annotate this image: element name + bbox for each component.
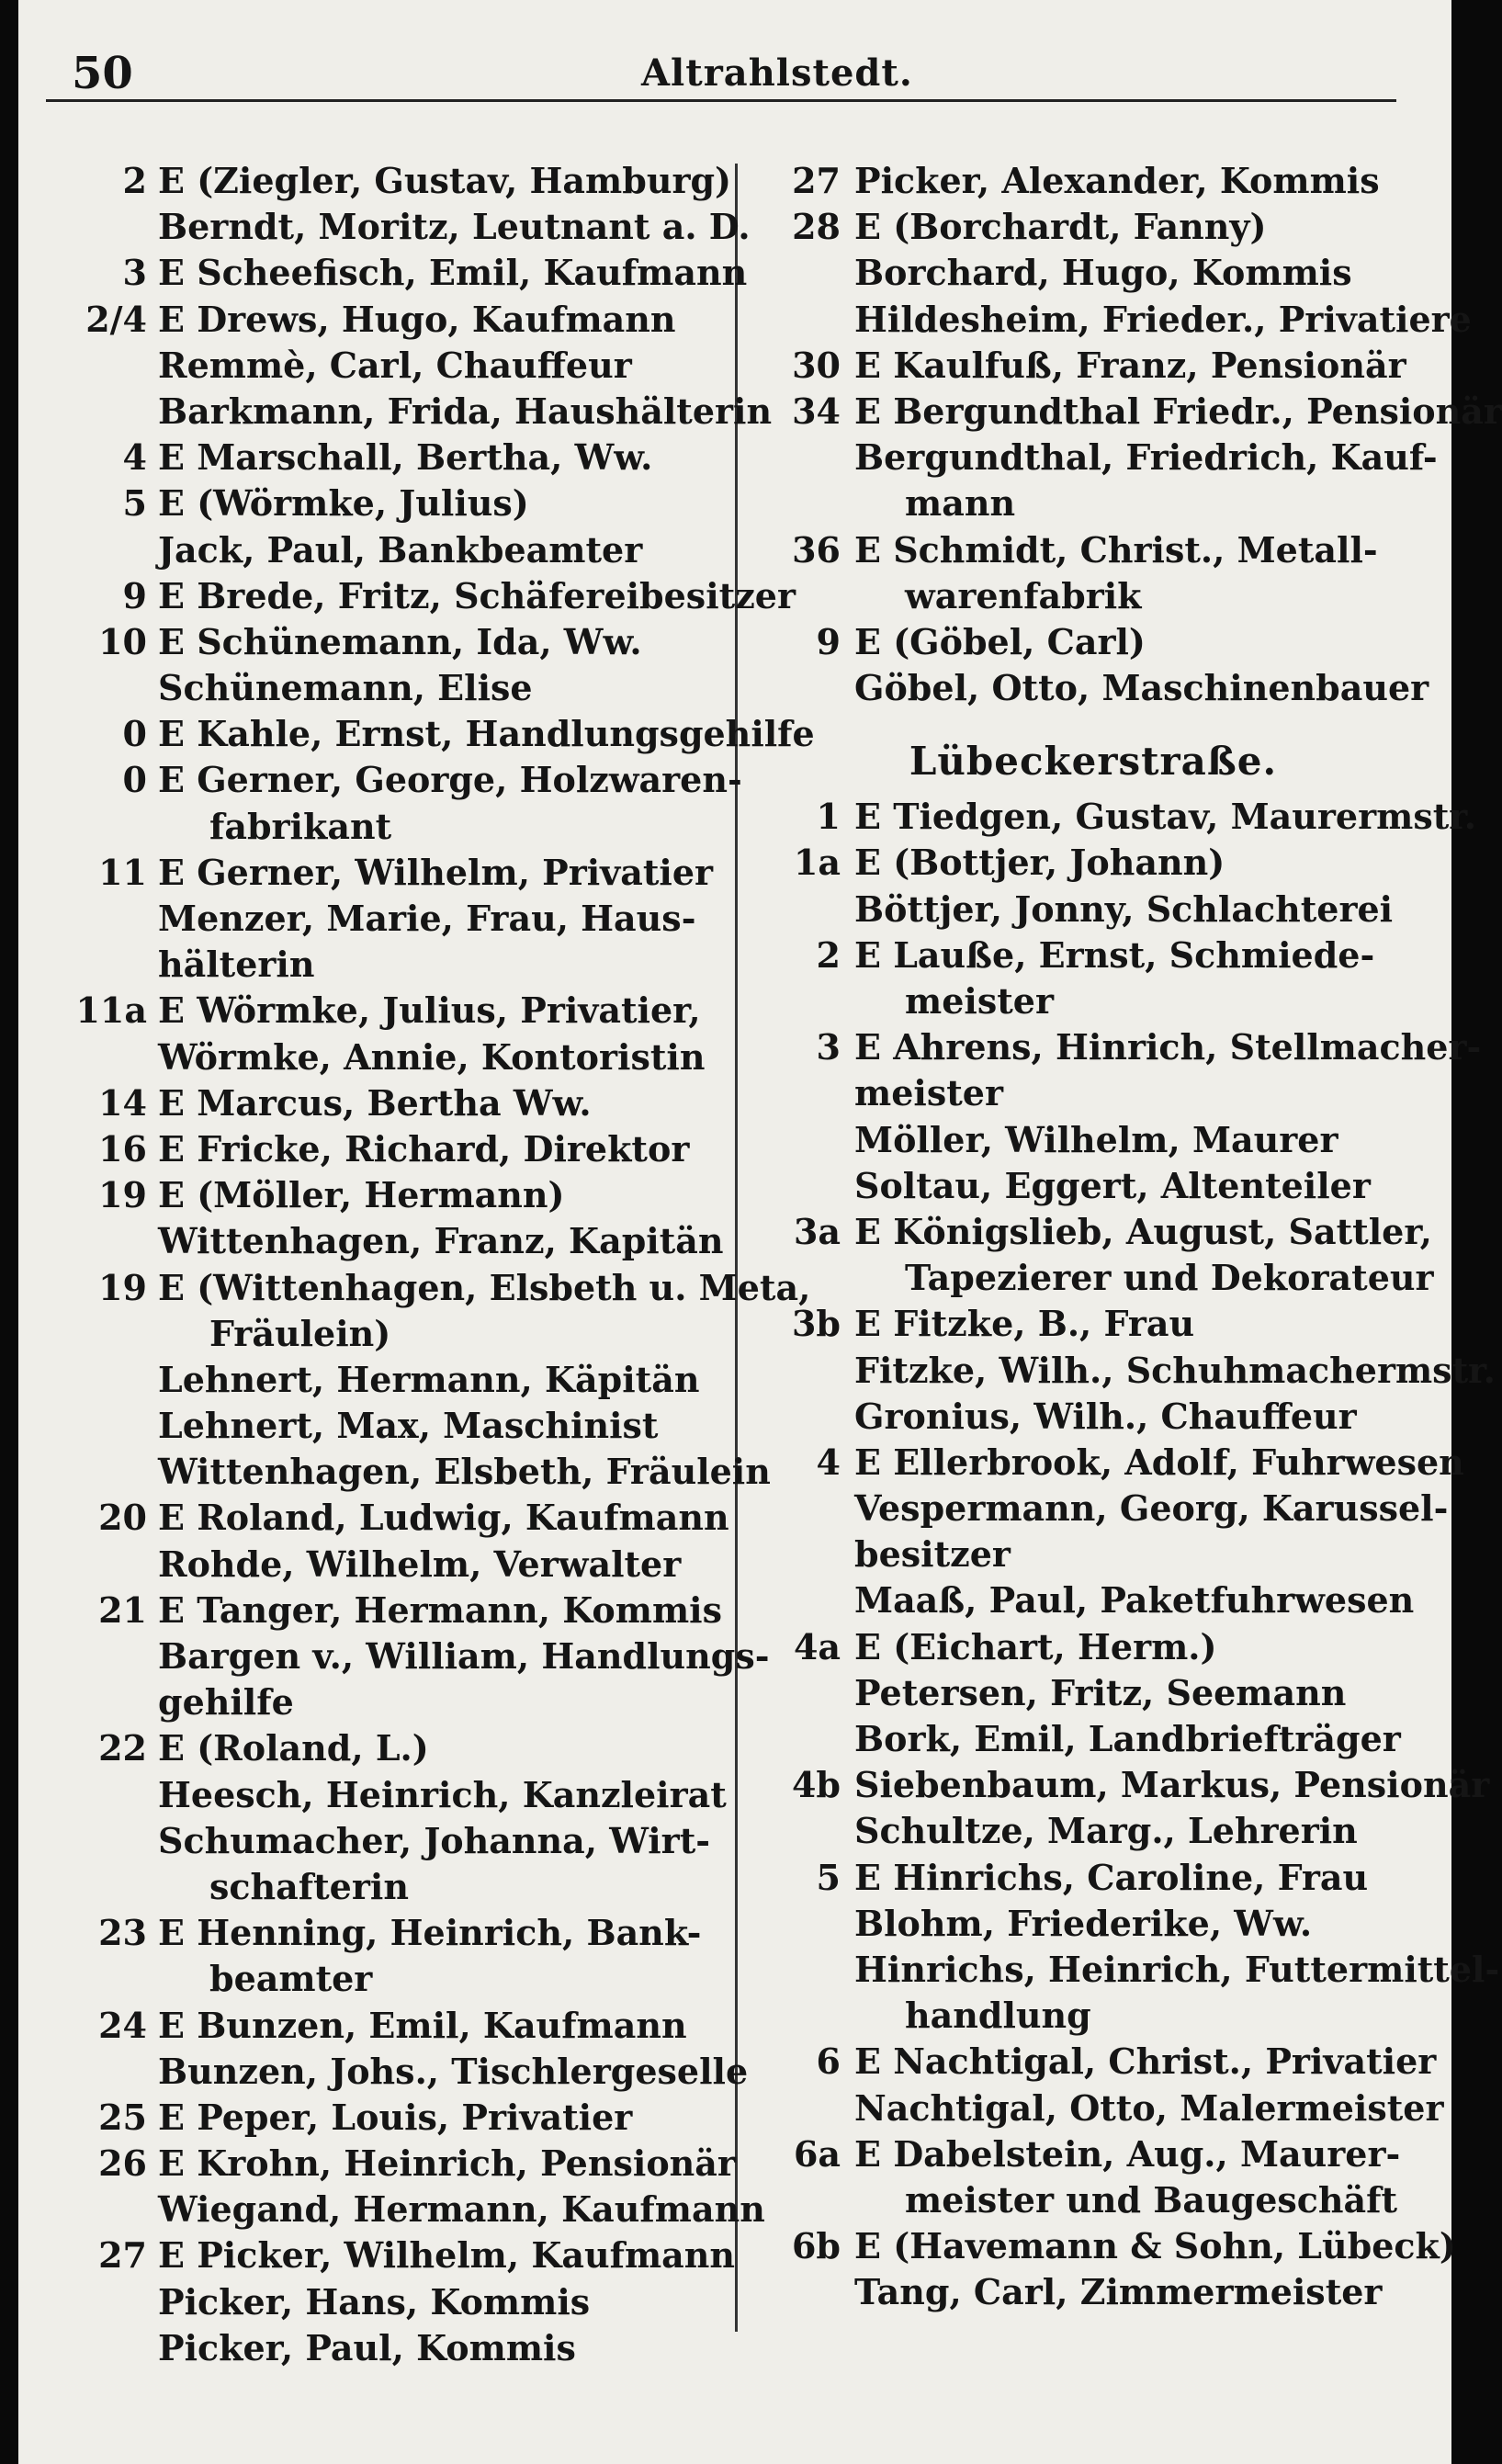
directory-line — [753, 2269, 1433, 2315]
resident-text: Rohde, Wilhelm, Verwalter — [158, 1543, 682, 1585]
house-number: 2 — [816, 933, 841, 976]
house-number: 1a — [793, 842, 841, 884]
resident-text: Böttjer, Jonny, Schlachterei — [854, 887, 1394, 930]
resident-text: Lehnert, Hermann, Käpitän — [158, 1358, 700, 1400]
resident-text: Menzer, Marie, Frau, Haus- — [158, 898, 696, 939]
resident-text: schafterin — [209, 1865, 409, 1907]
house-number: 5 — [816, 1856, 841, 1898]
resident-text: Bargen v., William, Handlungs- — [158, 1635, 770, 1677]
directory-line — [46, 665, 717, 711]
resident-text: Berndt, Moritz, Leutnant a. D. — [158, 206, 751, 248]
directory-line — [46, 158, 732, 204]
directory-line — [46, 2141, 736, 2187]
directory-line — [753, 1532, 1433, 1577]
directory-line — [753, 1117, 1433, 1163]
directory-line — [753, 2177, 1433, 2223]
house-number: 20 — [98, 1497, 147, 1539]
house-number: 28 — [792, 206, 841, 248]
resident-text: E (Borchardt, Fanny) — [854, 206, 1267, 248]
resident-text: Schultze, Marg., Lehrerin — [854, 1810, 1358, 1852]
directory-line — [753, 1394, 1433, 1440]
directory-line — [46, 1034, 717, 1080]
house-number: 2 — [122, 160, 147, 201]
directory-line — [46, 1218, 724, 1264]
resident-text: E Hinrichs, Caroline, Frau — [854, 1856, 1369, 1898]
directory-line — [46, 2279, 717, 2325]
house-number: 19 — [98, 1174, 147, 1216]
directory-line — [46, 297, 717, 343]
resident-text: meister — [854, 1072, 1003, 1114]
house-number: 19 — [98, 1266, 147, 1308]
resident-text: E (Bottjer, Johann) — [854, 842, 1225, 884]
directory-line — [46, 573, 796, 619]
house-number: 4 — [122, 436, 147, 479]
resident-text: E (Wörmke, Julius) — [158, 482, 529, 525]
directory-line — [753, 794, 1477, 840]
directory-line — [753, 250, 1433, 296]
house-number: 5 — [122, 482, 147, 525]
resident-text: Picker, Hans, Kommis — [158, 2280, 591, 2323]
resident-text: E Tanger, Hermann, Kommis — [158, 1588, 722, 1631]
resident-text: warenfabrik — [905, 574, 1142, 616]
directory-line — [46, 250, 748, 296]
directory-line — [753, 480, 1433, 526]
directory-line — [46, 1725, 717, 1771]
directory-line — [753, 2039, 1437, 2085]
directory-line — [46, 1172, 717, 1218]
resident-text: Picker, Paul, Kommis — [158, 2326, 576, 2368]
resident-text: Wittenhagen, Franz, Kapitän — [158, 1220, 724, 1262]
house-number: 2/4 — [85, 298, 147, 340]
house-number: 1 — [816, 796, 841, 838]
resident-text: E Henning, Heinrich, Bank- — [158, 1912, 702, 1954]
resident-text: E Tiedgen, Gustav, Maurermstr. — [854, 796, 1477, 838]
directory-line — [46, 1588, 722, 1633]
running-head: Altrahlstedt. — [641, 51, 913, 95]
directory-line — [46, 1311, 717, 1357]
right-column-bottom-entries — [753, 794, 1500, 2315]
house-number: 23 — [98, 1912, 147, 1954]
directory-line — [753, 1024, 1482, 1070]
directory-line — [753, 435, 1438, 480]
resident-text: E (Eichart, Herm.) — [854, 1625, 1217, 1667]
directory-line — [46, 1495, 729, 1541]
resident-text: E Krohn, Heinrich, Pensionär — [158, 2142, 736, 2185]
resident-text: Hildesheim, Frieder., Privatiere — [854, 298, 1472, 340]
directory-line — [753, 573, 1433, 619]
resident-text: Heesch, Heinrich, Kanzleirat — [158, 1773, 727, 1815]
house-number: 4a — [793, 1625, 841, 1667]
house-number: 26 — [98, 2142, 147, 2185]
directory-line — [753, 1163, 1433, 1209]
directory-line — [46, 1772, 727, 1818]
resident-text: Schünemann, Elise — [158, 667, 533, 709]
directory-line — [46, 343, 717, 389]
resident-text: Fitzke, Wilh., Schuhmachermstr. — [854, 1349, 1496, 1391]
resident-text: E Drews, Hugo, Kaufmann — [158, 298, 676, 340]
house-number: 10 — [98, 620, 147, 662]
house-number: 11a — [75, 989, 147, 1032]
resident-text: Picker, Alexander, Kommis — [854, 160, 1380, 201]
resident-text: E Schmidt, Christ., Metall- — [854, 528, 1378, 571]
house-number: 4 — [816, 1441, 841, 1483]
directory-line — [753, 527, 1433, 573]
house-number: 27 — [98, 2234, 147, 2277]
resident-text: Bunzen, Johs., Tischlergeselle — [158, 2050, 749, 2092]
resident-text: E Kaulfuß, Franz, Pensionär — [854, 344, 1406, 386]
resident-text: hälterin — [158, 944, 315, 986]
resident-text: Jack, Paul, Bankbeamter — [158, 528, 643, 571]
resident-text: Blohm, Friederike, Ww. — [854, 1902, 1313, 1944]
resident-text: E Fricke, Richard, Direktor — [158, 1127, 690, 1170]
resident-text: mann — [905, 482, 1016, 525]
resident-text: Tang, Carl, Zimmermeister — [854, 2271, 1383, 2313]
directory-line — [753, 2223, 1456, 2269]
directory-line — [46, 1357, 717, 1403]
resident-text: E Nachtigal, Christ., Privatier — [854, 2040, 1437, 2083]
resident-text: E (Ziegler, Gustav, Hamburg) — [158, 160, 732, 201]
right-column — [753, 158, 1502, 2315]
directory-line — [46, 2232, 736, 2278]
resident-text: meister und Baugeschäft — [905, 2178, 1398, 2221]
directory-line — [753, 978, 1433, 1024]
page-header — [72, 48, 1395, 103]
directory-line — [46, 711, 815, 757]
resident-text: Soltau, Eggert, Altenteiler — [854, 1164, 1371, 1206]
resident-text: Gronius, Wilh., Chauffeur — [854, 1395, 1357, 1437]
resident-text: Hinrichs, Heinrich, Futtermittel- — [854, 1948, 1500, 1990]
directory-line — [753, 1486, 1449, 1532]
directory-line — [46, 1864, 717, 1910]
resident-text: meister — [905, 980, 1054, 1022]
resident-text: E Ahrens, Hinrich, Stellmacher- — [854, 1026, 1482, 1068]
page-number: 50 — [72, 48, 133, 99]
directory-line — [46, 1080, 717, 1126]
directory-line — [46, 1403, 717, 1449]
resident-text: E Bergundthal Friedr., Pensionär — [854, 390, 1502, 432]
resident-text: Fräulein) — [209, 1312, 391, 1354]
directory-line — [46, 1818, 717, 1864]
resident-text: handlung — [905, 1995, 1091, 2037]
directory-line — [46, 1633, 770, 1679]
resident-text: Siebenbaum, Markus, Pensionär — [854, 1764, 1490, 1806]
directory-line — [46, 804, 717, 850]
resident-text: E Lauße, Ernst, Schmiede- — [854, 933, 1375, 976]
resident-text: Maaß, Paul, Paketfuhrwesen — [854, 1579, 1415, 1622]
resident-text: E (Roland, L.) — [158, 1727, 429, 1769]
directory-line — [753, 1577, 1433, 1623]
directory-line — [753, 1901, 1433, 1947]
house-number: 6a — [793, 2132, 841, 2175]
resident-text: E Kahle, Ernst, Handlungsgehilfe — [158, 713, 815, 755]
directory-line — [46, 2187, 765, 2232]
house-number: 24 — [98, 2004, 147, 2046]
directory-line — [753, 1440, 1464, 1486]
house-number: 27 — [792, 160, 841, 201]
directory-line — [753, 1808, 1433, 1854]
house-number: 9 — [122, 574, 147, 616]
resident-text: Vespermann, Georg, Karussel- — [854, 1487, 1449, 1530]
resident-text: Bergundthal, Friedrich, Kauf- — [854, 436, 1438, 479]
directory-line — [46, 1126, 717, 1172]
directory-line — [753, 389, 1502, 435]
resident-text: Möller, Wilhelm, Maurer — [854, 1118, 1338, 1160]
directory-line — [46, 2095, 717, 2141]
left-column — [46, 158, 815, 2371]
directory-line — [753, 1993, 1433, 2039]
house-number: 4b — [791, 1764, 841, 1806]
resident-text: E Gerner, Wilhelm, Privatier — [158, 851, 714, 893]
resident-text: Bork, Emil, Landbriefträger — [854, 1718, 1401, 1759]
directory-line — [46, 2049, 749, 2095]
directory-line — [753, 1348, 1496, 1394]
directory-line — [753, 1947, 1500, 1993]
resident-text: Barkmann, Frida, Haushälterin — [158, 390, 773, 432]
directory-line — [753, 665, 1433, 711]
resident-text: Schumacher, Johanna, Wirt- — [158, 1819, 711, 1861]
resident-text: Petersen, Fritz, Seemann — [854, 1671, 1347, 1713]
house-number: 3a — [793, 1210, 841, 1252]
directory-line — [753, 343, 1433, 389]
resident-text: E Marcus, Bertha Ww. — [158, 1081, 592, 1124]
directory-line — [46, 850, 717, 896]
house-number: 6b — [791, 2225, 841, 2267]
resident-text: gehilfe — [158, 1681, 294, 1724]
directory-line — [753, 204, 1433, 250]
section-heading: Lübeckerstraße. — [909, 739, 1278, 785]
directory-line — [46, 527, 717, 573]
resident-text: Lehnert, Max, Maschinist — [158, 1405, 659, 1447]
house-number: 21 — [98, 1588, 147, 1631]
column-divider — [735, 164, 738, 2332]
house-number: 0 — [122, 713, 147, 755]
resident-text: Remmè, Carl, Chauffeur — [158, 344, 632, 386]
resident-text: E Schünemann, Ida, Ww. — [158, 620, 642, 662]
directory-line — [753, 1716, 1433, 1762]
house-number: 25 — [98, 2096, 147, 2138]
resident-text: Göbel, Otto, Maschinenbauer — [854, 667, 1429, 709]
resident-text: E Dabelstein, Aug., Maurer- — [854, 2132, 1401, 2175]
directory-line — [46, 1449, 771, 1495]
directory-line — [46, 619, 717, 665]
resident-text: Wörmke, Annie, Kontoristin — [158, 1035, 706, 1078]
directory-line — [46, 988, 717, 1034]
header-rule — [46, 99, 1396, 102]
resident-text: E Wörmke, Julius, Privatier, — [158, 989, 701, 1032]
resident-text: E Gerner, George, Holzwaren- — [158, 759, 742, 801]
directory-line — [753, 840, 1433, 886]
resident-text: Wiegand, Hermann, Kaufmann — [158, 2188, 765, 2231]
resident-text: E Roland, Ludwig, Kaufmann — [158, 1497, 729, 1539]
directory-line — [46, 389, 773, 435]
directory-line — [46, 1542, 717, 1588]
house-number: 3 — [816, 1026, 841, 1068]
resident-text: E (Wittenhagen, Elsbeth u. Meta, — [158, 1266, 811, 1308]
right-column-top-entries — [753, 158, 1502, 711]
resident-text: E Marschall, Bertha, Ww. — [158, 436, 653, 479]
resident-text: E Bunzen, Emil, Kaufmann — [158, 2004, 687, 2046]
directory-line — [753, 2131, 1433, 2177]
directory-line — [753, 1209, 1433, 1255]
house-number: 34 — [792, 390, 841, 432]
directory-line — [46, 942, 717, 988]
resident-text: E Brede, Fritz, Schäfereibesitzer — [158, 574, 796, 616]
directory-line — [46, 480, 717, 526]
directory-page — [18, 0, 1502, 2464]
directory-line — [753, 1255, 1433, 1301]
resident-text: Nachtigal, Otto, Malermeister — [854, 2086, 1444, 2129]
resident-text: E Ellerbrook, Adolf, Fuhrwesen — [854, 1441, 1464, 1483]
house-number: 14 — [98, 1081, 147, 1124]
house-number: 3 — [122, 252, 147, 294]
directory-line — [46, 757, 742, 803]
directory-line — [46, 204, 751, 250]
directory-line — [753, 1301, 1433, 1347]
house-number: 30 — [792, 344, 841, 386]
resident-text: E (Göbel, Carl) — [854, 620, 1146, 662]
directory-line — [753, 158, 1433, 204]
house-number: 9 — [816, 620, 841, 662]
resident-text: E Fitzke, B., Frau — [854, 1303, 1195, 1345]
directory-line — [753, 297, 1472, 343]
directory-line — [46, 1265, 811, 1311]
house-number: 3b — [791, 1303, 841, 1345]
directory-line — [753, 1624, 1433, 1670]
resident-text: Wittenhagen, Elsbeth, Fräulein — [158, 1451, 771, 1493]
house-number: 11 — [98, 851, 147, 893]
directory-line — [753, 1762, 1490, 1808]
resident-text: fabrikant — [209, 805, 392, 847]
resident-text: E Peper, Louis, Privatier — [158, 2096, 633, 2138]
directory-line — [753, 887, 1433, 932]
directory-line — [753, 932, 1433, 978]
resident-text: E (Möller, Hermann) — [158, 1174, 565, 1216]
resident-text: E Picker, Wilhelm, Kaufmann — [158, 2234, 736, 2277]
directory-line — [46, 1679, 717, 1725]
resident-text: E Königslieb, August, Sattler, — [854, 1210, 1432, 1252]
directory-line — [753, 1070, 1433, 1116]
directory-line — [753, 2085, 1444, 2131]
directory-line — [753, 1670, 1433, 1716]
resident-text: beamter — [209, 1958, 373, 2000]
resident-text: Tapezierer und Dekorateur — [905, 1257, 1434, 1299]
house-number: 22 — [98, 1727, 147, 1769]
house-number: 6 — [816, 2040, 841, 2083]
resident-text: E Scheefisch, Emil, Kaufmann — [158, 252, 748, 294]
directory-line — [753, 619, 1433, 665]
directory-line — [46, 1956, 717, 2002]
resident-text: E (Havemann & Sohn, Lübeck) — [854, 2225, 1456, 2267]
house-number: 16 — [98, 1127, 147, 1170]
directory-line — [46, 2325, 717, 2371]
house-number: 36 — [792, 528, 841, 571]
directory-line — [46, 1910, 717, 1956]
directory-line — [753, 1855, 1433, 1901]
house-number: 0 — [122, 759, 147, 801]
directory-line — [46, 896, 717, 942]
resident-text: Borchard, Hugo, Kommis — [854, 252, 1352, 294]
resident-text: besitzer — [854, 1533, 1011, 1576]
directory-line — [46, 2003, 717, 2049]
directory-line — [46, 435, 717, 480]
